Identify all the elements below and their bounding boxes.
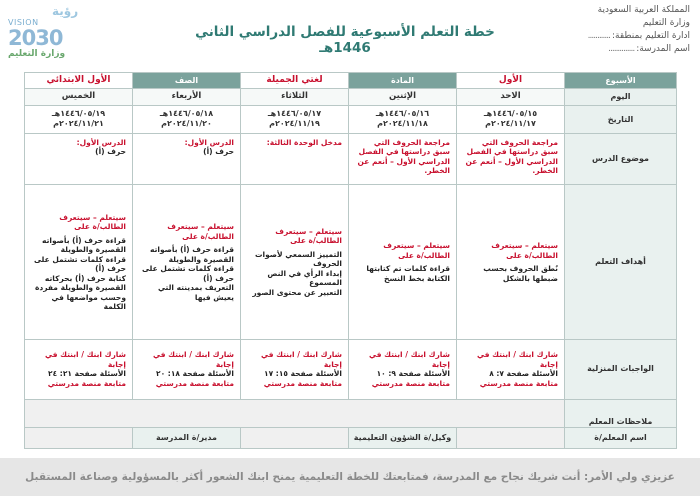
homework-platform: متابعة منصة مدرستي xyxy=(263,378,342,388)
parent-message-footer: عزيزي ولي الأمر: أنت شريك نجاح مع المدرسة، فمتابعتك للخطة التعليمية يمنح ابنك الشعور أكثر بالمسؤولية وصناعة المستقبل xyxy=(0,458,700,496)
objective-body: قراءة حرف (أ) بأصواته القصيرة والطويلة قراءة كلمات تشتمل على حرف (أ) كتابة حرف (أ) بحركاته القصيرة والطويلة مفردة وحسب مواضعها في الكلمة xyxy=(33,235,126,311)
homework-pages: الأسئلة صفحة ١٥: ١٧ xyxy=(264,369,342,379)
objective-head: سيتعلم – سيتعرف الطالب/ة على xyxy=(383,241,450,260)
objectives-label: أهداف التعلم xyxy=(565,185,677,340)
date-cell xyxy=(349,105,457,133)
deputy-label: وكيل/ة الشؤون التعليمية xyxy=(349,428,457,449)
gregorian-date: ٢٠٢٤/١١/١٩م xyxy=(269,119,320,129)
date-cell xyxy=(457,105,565,133)
school-info xyxy=(540,4,690,56)
objective-body: قراءة كلمات تم كتابتها الكتابة بخط النسخ xyxy=(366,264,450,283)
day-name: الاحد xyxy=(457,89,565,105)
objective-head: سيتعلم – سيتعرف الطالب/ة على xyxy=(491,241,558,260)
homework-head: شارك ابنك / ابنتك في إجابة xyxy=(477,350,558,369)
hijri-date: ١٤٤٦/٠٥/١٧هـ xyxy=(267,109,322,119)
homework-cell xyxy=(133,339,241,399)
vision-2030-logo xyxy=(4,4,112,62)
notes-row xyxy=(25,399,677,428)
date-label: التاريخ xyxy=(565,105,677,133)
homework-platform: متابعة منصة مدرستي xyxy=(47,378,126,388)
page-header xyxy=(0,0,700,64)
page-title: خطة التعلم الأسبوعية للفصل الدراسي الثاني 1446هـ xyxy=(195,24,495,56)
weekly-plan-table xyxy=(24,72,677,449)
objective-head: سيتعلم – سيتعرف الطالب/ة على xyxy=(275,226,342,246)
homework-cell xyxy=(25,339,133,399)
school-label: اسم المدرسة: xyxy=(636,44,690,54)
grade-value: الأول الابتدائي xyxy=(25,73,133,89)
date-cell xyxy=(241,105,349,133)
subject-value: لغتي الجميلة xyxy=(241,73,349,89)
principal-label: مدير/ة المدرسة xyxy=(133,428,241,449)
day-name: الإثنين xyxy=(349,89,457,105)
lesson-number: الدرس الأول: xyxy=(76,137,126,147)
vision-word: VISION xyxy=(8,18,39,27)
day-name: الثلاثاء xyxy=(241,89,349,105)
objective-head: سيتعلم – سيتعرف الطالب/ة على xyxy=(167,222,234,241)
homework-cell xyxy=(457,339,565,399)
notes-area[interactable] xyxy=(25,399,565,428)
gregorian-date: ٢٠٢٤/١١/٢٠م xyxy=(161,119,212,129)
objectives-row xyxy=(25,185,677,340)
week-value: الأول xyxy=(457,73,565,89)
topic-cell xyxy=(133,133,241,185)
homework-pages: الأسئلة صفحة ٢١: ٢٤ xyxy=(48,369,126,379)
homework-pages: الأسئلة صفحة ٧: ٨ xyxy=(489,369,558,379)
country-name: المملكة العربية السعودية xyxy=(597,5,690,15)
topic-cell: مراجعة الحروف التي سبق دراستها في الفصل الدراسي الأول – أنعم عن الخطر. xyxy=(349,133,457,185)
hijri-date: ١٤٤٦/٠٥/١٥هـ xyxy=(483,109,538,119)
homework-label: الواجبات المنزلية xyxy=(565,339,677,399)
ministry-logo-text: وزارة التعليم xyxy=(8,49,66,59)
hijri-date: ١٤٤٦/٠٥/١٦هـ xyxy=(375,109,430,119)
day-label: اليوم xyxy=(565,89,677,105)
topic-row xyxy=(25,133,677,185)
teacher-name-field[interactable] xyxy=(457,428,565,449)
objective-body: نُطق الحروف بحسب ضبطها بالشكل xyxy=(483,264,558,283)
school-dots: .............. xyxy=(608,44,635,54)
objective-cell xyxy=(133,185,241,340)
date-row xyxy=(25,105,677,133)
objective-cell xyxy=(349,185,457,340)
week-label: الأسبوع xyxy=(565,73,677,89)
grade-label: الصف xyxy=(133,73,241,89)
meta-row xyxy=(25,73,677,89)
hijri-date: ١٤٤٦/٠٥/١٨هـ xyxy=(159,109,214,119)
region-dots: ............ xyxy=(587,31,610,41)
homework-pages: الأسئلة صفحة ١٨: ٢٠ xyxy=(156,369,234,379)
objective-head: سيتعلم – سيتعرف الطالب/ة على xyxy=(59,212,126,231)
topic-cell xyxy=(25,133,133,185)
vision-year: 2030 xyxy=(8,26,63,50)
day-name: الأربعاء xyxy=(133,89,241,105)
homework-cell xyxy=(349,339,457,399)
day-name: الخميس xyxy=(25,89,133,105)
objective-cell xyxy=(457,185,565,340)
homework-platform: متابعة منصة مدرستي xyxy=(479,378,558,388)
topic-cell: مراجعة الحروف التي سبق دراستها في الفصل الدراسي الأول – أنعم عن الخطر. xyxy=(457,133,565,185)
ministry-name: وزارة التعليم xyxy=(642,18,690,28)
homework-head: شارك ابنك / ابنتك في إجابة xyxy=(153,350,234,369)
objective-body: قراءة حرف (أ) بأصواته القصيرة والطويلة قراءة كلمات تشتمل على حرف (أ) التعريف بمدينته التي يعيش فيها xyxy=(141,245,234,302)
principal-signature-field[interactable] xyxy=(25,428,133,449)
homework-cell xyxy=(241,339,349,399)
date-cell xyxy=(25,105,133,133)
vision-arabic-word: رؤية xyxy=(52,4,79,18)
deputy-signature-field[interactable] xyxy=(241,428,349,449)
gregorian-date: ٢٠٢٤/١١/١٧م xyxy=(485,119,536,129)
date-cell xyxy=(133,105,241,133)
gregorian-date: ٢٠٢٤/١١/١٨م xyxy=(377,119,428,129)
objective-body: التمييز السمعي لأصوات الحروف إبداء الرأي في النص المسموع التعبير عن محتوى الصور xyxy=(252,249,342,297)
homework-head: شارك ابنك / ابنتك في إجابة xyxy=(261,350,342,369)
subject-label: المادة xyxy=(349,73,457,89)
objective-cell xyxy=(25,185,133,340)
gregorian-date: ٢٠٢٤/١١/٢١م xyxy=(53,119,104,129)
topic-label: موضوع الدرس xyxy=(565,133,677,185)
notes-label: ملاحظات المعلم xyxy=(565,399,677,428)
lesson-number: الدرس الأول: xyxy=(184,137,234,147)
topic-cell: مدخل الوحدة الثالثة: xyxy=(241,133,349,185)
teacher-name-label: اسم المعلم/ة xyxy=(565,428,677,449)
homework-pages: الأسئلة صفحة ٩: ١٠ xyxy=(376,369,450,379)
homework-platform: متابعة منصة مدرستي xyxy=(155,378,234,388)
region-label: ادارة التعليم بمنطقة: xyxy=(612,31,690,41)
homework-platform: متابعة منصة مدرستي xyxy=(371,378,450,388)
lesson-title: حرف (أ) xyxy=(203,147,234,157)
lesson-title: حرف (أ) xyxy=(95,147,126,157)
homework-row xyxy=(25,339,677,399)
signature-row xyxy=(25,428,677,449)
homework-head: شارك ابنك / ابنتك في إجابة xyxy=(45,350,126,369)
objective-cell xyxy=(241,185,349,340)
hijri-date: ١٤٤٦/٠٥/١٩هـ xyxy=(51,109,106,119)
homework-head: شارك ابنك / ابنتك في إجابة xyxy=(369,350,450,369)
day-row xyxy=(25,89,677,105)
